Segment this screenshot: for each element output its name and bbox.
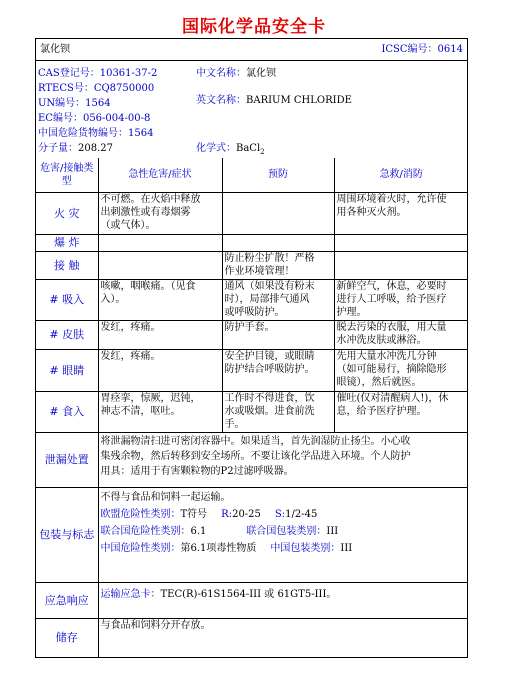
molecular-weight: 分子量：208.27 — [38, 143, 113, 154]
packaging-row: 包装与标志 不得与食品和饲料一起运输。 欧盟危险性类别：T符号 R:20-25 S:1/2-45 联合国危险性类别：6.1 联合国包装类别：III 中国危险性类别：第6.1项毒性物质 中国包装类别：III — [36, 487, 468, 582]
table-row: 火 灾 不可燃。在火焰中释放 出刺激性或有毒烟雾 （或气体）。 周围环境着火时，允许使 用各种灭火剂。 — [36, 192, 468, 234]
storage-row: 储存 与食品和饲料分开存放。 — [36, 618, 468, 657]
table-row: # 食入 胃痉挛，惊厥，迟钝， 神志不清，呕吐。 工作时不得进食，饮 水或吸烟。进食前洗 手。 催吐(仅对清醒病人!)，休 息，给予医疗护理。 — [36, 391, 468, 432]
icsc-number: ICSC编号：0614 — [381, 44, 463, 55]
un-number: UN编号：1564 — [38, 98, 111, 109]
english-name: 英文名称：BARIUM CHLORIDE — [196, 95, 352, 106]
col-header-aid: 急救/消防 — [334, 158, 468, 192]
ec-number: EC编号：056-004-00-8 — [38, 113, 151, 124]
cn-danger-number: 中国危险货物编号：1564 — [38, 128, 154, 139]
table-row: 接 触 防止粉尘扩散！严格 作业环境管理！ — [36, 251, 468, 279]
table-row: # 皮肤 发红，疼痛。 防护手套。 脱去污染的衣服，用大量 水冲洗皮肤或淋浴。 — [36, 320, 468, 349]
col-header-symptom: 急性危害/症状 — [98, 158, 222, 192]
table-row: 爆 炸 — [36, 234, 468, 251]
card-title: 国际化学品安全卡 — [182, 17, 326, 37]
table-row: # 眼睛 发红，疼痛。 安全护目镜，或眼睛 防护结合呼吸防护。 先用大量水冲洗几分钟 （如可能易行，摘除隐形 眼镜），然后就医。 — [36, 349, 468, 391]
emergency-row: 应急响应 运输应急卡：TEC(R)-61S1564-III 或 61GT5-III。 — [36, 582, 468, 618]
cas-number: CAS登记号：10361-37-2 — [38, 68, 158, 79]
col-header-prevention: 预防 — [222, 158, 334, 192]
spill-row: 泄漏处置 将泄漏物清扫进可密闭容器中。如果适当，首先润湿防止扬尘。小心收 集残余物，然后转移到安全场所。不要让该化学品进入环境。个人防护 用具：适用于有害颗粒物的P2过滤呼吸器。 — [36, 432, 468, 487]
safety-card — [35, 38, 468, 658]
table-row: # 吸入 咳嗽，咽喉痛。（见食 入）。 通风（如果没有粉末 时），局部排气通风 或呼吸防护。 新鲜空气，休息，必要时 进行人工呼吸，给予医疗 护理。 — [36, 279, 468, 320]
table-header-row — [36, 158, 468, 192]
col-header-type: 危害/接触类型 — [36, 158, 98, 192]
rtecs-number: RTECS号：CQ8750000 — [38, 83, 155, 94]
chemical-formula: 化学式：BaCl$_2$ — [196, 143, 265, 156]
hazard-table — [36, 158, 468, 657]
header-name: 氯化钡 — [40, 44, 70, 55]
chinese-name: 中文名称：氯化钡 — [196, 68, 276, 79]
